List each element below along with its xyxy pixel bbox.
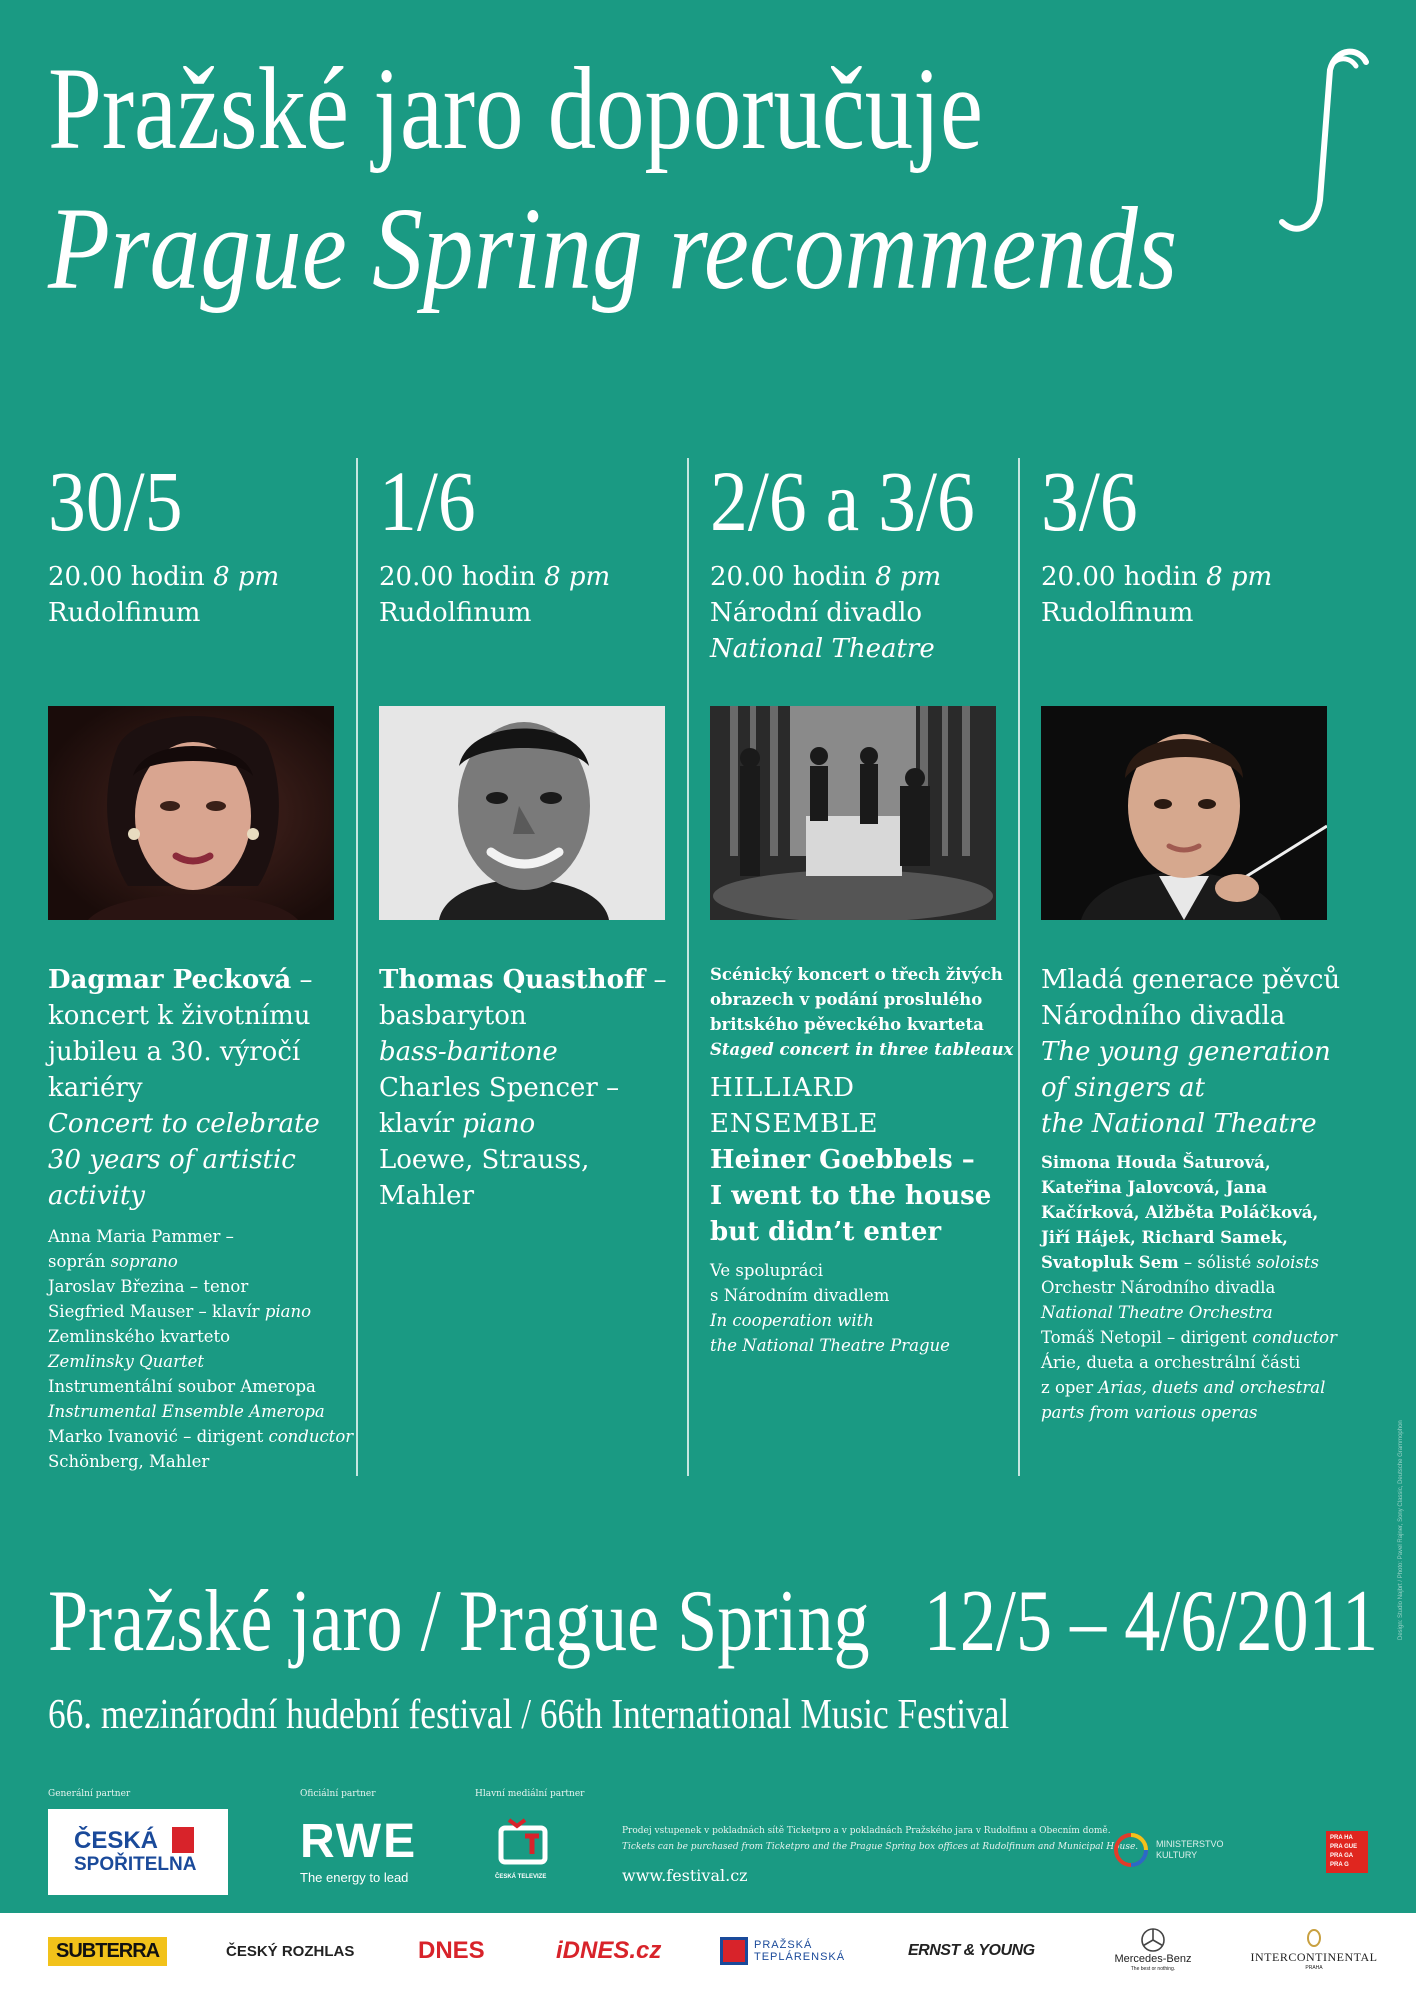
performer-name: Dagmar Pecková [48,965,292,995]
event-column-3 [710,453,1014,1355]
subterra-logo: SUBTERRA [48,1930,158,1972]
event-date: 1/6 [379,453,476,549]
festival-subtitle: 66. mezinárodní hudební festival / 66th International Music Festival [48,1692,1010,1738]
event-time: 20.00 hodin 8 pm [379,562,611,592]
mercedes-benz-logo: Mercedes-Benz The best or nothing. [1108,1920,1198,1980]
ct-icon [495,1818,555,1870]
praha-logo: PRA HA PRA GUE PRA GA PRA G [1326,1831,1368,1873]
ministerstvo-kultury-logo: MINISTERSTVO KULTURY [1112,1830,1252,1870]
performer-name: Thomas Quasthoff [379,965,646,995]
event-description: Dagmar Pecková – koncert k životnímu jubileu a 30. výročí kariéry Concert to celebrate 30 years of artistic activity Anna Maria Pammer – soprán soprano Jaroslav Březina – tenor Siegfried Mauser – klavír piano Zemlinského kvarteto Zemlinsky Quartet Instrumentální soubor Ameropa Instrumental Ensemble Ameropa Marko Ivanović – dirigent conductor Schönberg, Mahler [48,965,354,1471]
idnes-logo: iDNES.cz [556,1937,662,1964]
page-title-en: Prague Spring recommends [48,183,1178,314]
tickets-info-cz: Prodej vstupenek v pokladnách sítě Ticketpro a v pokladnách Pražského jara v Rudolfinu a Obecním domě. [622,1826,1111,1836]
event-description: Thomas Quasthoff – basbaryton bass-baritone Charles Spencer – klavír piano Loewe, Strauss, Mahler [379,965,667,1211]
ptas-icon [720,1937,748,1965]
prazska-teplarenska-logo: PRAŽSKÁ TEPLÁRENSKÁ [720,1930,850,1972]
tickets-info-en: Tickets can be purchased from Ticketpro and the Prague Spring box offices at Rudolfinum and Municipal House. [622,1842,1139,1852]
event-venue: Rudolfinum [1041,598,1194,628]
event-column-1 [48,453,354,1471]
partner-label-media: Hlavní mediální partner [475,1789,585,1799]
partner-label-general: Generální partner [48,1789,131,1799]
mercedes-star-icon [1140,1927,1166,1953]
event-venue: Národní divadlo [710,598,923,628]
festival-f-logo-icon [1270,40,1380,240]
photo-tomas-netopil [1041,706,1327,920]
ministry-emblem-icon [1112,1831,1150,1869]
dnes-logo: DNES [418,1937,485,1964]
event-description: Mladá generace pěvců Národního divadla The young generation of singers at the National Theatre Simona Houda Šaturová, Kateřina Jalovcová, Jana Kačírková, Alžběta Poláčková, Jiří Hájek, Richard Samek, Svatopluk Sem – sólisté soloists Orchestr Národního divadla National Theatre Orchestra Tomáš Netopil – dirigent conductor Árie, dueta a orchestrální části z oper Arias, duets and orchestral parts from various operas [1041,965,1341,1422]
sporitelna-s-icon [172,1827,194,1853]
event-time: 20.00 hodin 8 pm [710,562,942,592]
cesky-rozhlas-logo: ČESKÝ ROZHLAS [226,1942,355,1960]
intercontinental-icon [1307,1929,1321,1947]
event-date: 3/6 [1041,453,1138,549]
ernst-young-logo: ERNST & YOUNG [908,1942,1035,1959]
ensemble-name: HILLIARD [710,1073,855,1103]
design-credit: Design: Studio Najbrt / Photo: Pavel Rajner, Sony Classic, Deutsche Grammophon [1398,1420,1404,1640]
ceska-sporitelna-logo: ČESKÁ SPOŘITELNA [48,1809,228,1895]
event-description: Scénický koncert o třech živých obrazech v podání proslulého britského pěveckého kvarteta Staged concert in three tableaux HILLIARD ENSEMBLE Heiner Goebbels – I went to the house but didn’t enter Ve spolupráci s Národním divadlem In cooperation with the National Theatre Prague [710,962,1030,1358]
event-column-4 [1041,453,1341,1422]
intercontinental-logo: INTERCONTINENTAL PRAHA [1254,1920,1374,1980]
event-column-2 [379,453,679,1211]
event-date: 30/5 [48,453,183,549]
rwe-logo: RWE The energy to lead [300,1815,418,1885]
event-time: 20.00 hodin 8 pm [48,562,280,592]
ceska-televize-logo: ČESKÁ TELEVIZE [495,1818,565,1888]
event-time: 20.00 hodin 8 pm [1041,562,1273,592]
photo-hilliard-ensemble-stage [710,706,996,920]
photo-thomas-quasthoff [379,706,665,920]
event-date: 2/6 a 3/6 [710,453,975,549]
partner-label-official: Oficiální partner [300,1789,376,1799]
sponsor-bar [0,1913,1416,2000]
event-venue: Rudolfinum [48,598,201,628]
page-title-cz: Pražské jaro doporučuje [48,43,984,174]
ensemble-name: ENSEMBLE [710,1109,879,1139]
photo-dagmar-peckova [48,706,334,920]
event-venue-en: National Theatre [710,634,935,664]
festival-website-link[interactable]: www.festival.cz [622,1866,748,1885]
event-venue: Rudolfinum [379,598,532,628]
festival-title: Pražské jaro / Prague Spring 12/5 – 4/6/2011 [48,1573,1379,1670]
